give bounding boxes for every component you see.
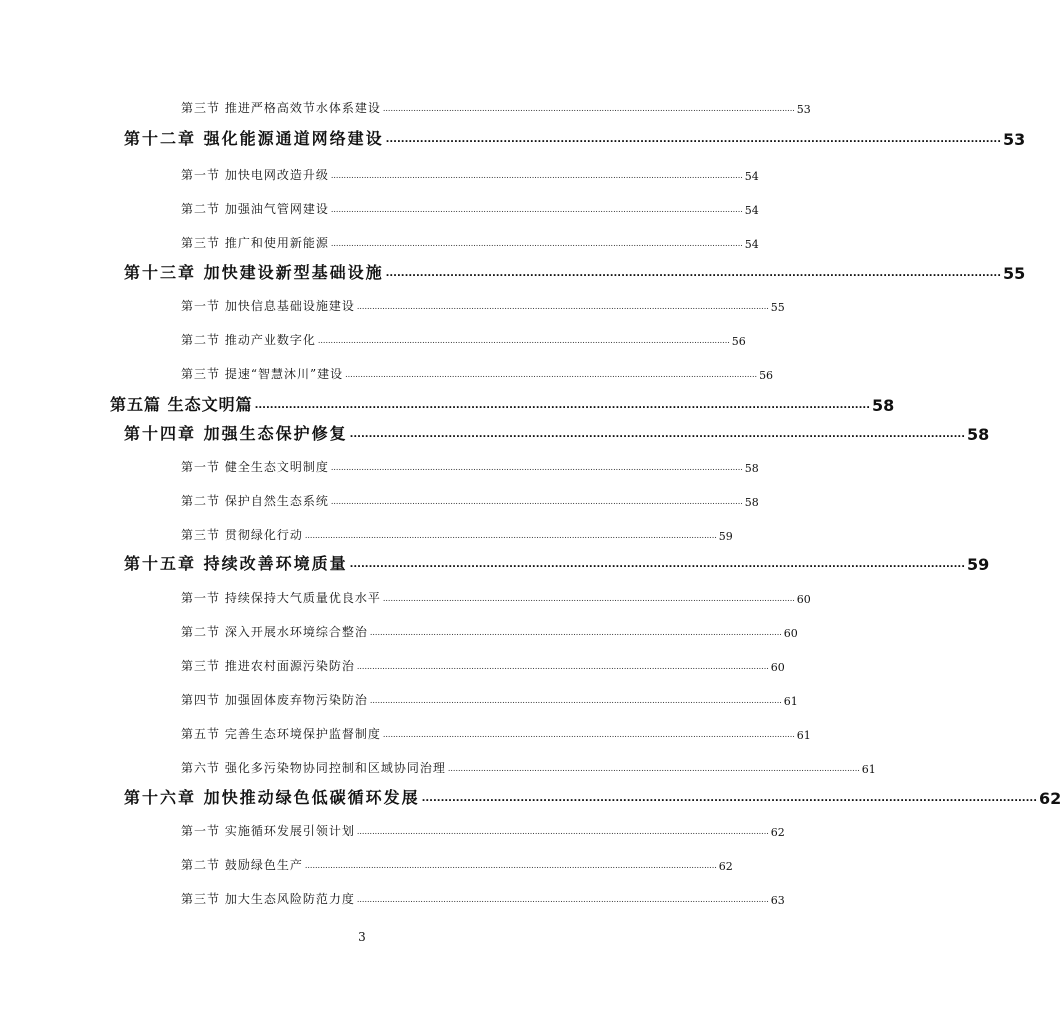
toc-section-entry[interactable] xyxy=(181,330,746,348)
toc-entry-title: 第一节 加快电网改造升级 xyxy=(181,168,329,182)
toc-entry-title: 第二节 保护自然生态系统 xyxy=(181,494,329,508)
toc-section-entry[interactable] xyxy=(181,821,785,839)
toc-entry-page: 58 xyxy=(744,462,759,475)
toc-section-entry[interactable] xyxy=(181,758,876,776)
toc-section-entry[interactable] xyxy=(181,889,785,907)
dot-leader: .................................................................................................................................................................. xyxy=(447,764,860,773)
dot-leader: .................................................................................................................................................................. xyxy=(382,104,795,113)
toc-entry-page: 59 xyxy=(967,555,990,574)
toc-section-entry[interactable] xyxy=(181,233,759,251)
toc-chapter-entry[interactable] xyxy=(124,261,1026,283)
toc-entry-title: 第五节 完善生态环境保护监督制度 xyxy=(181,727,381,741)
dot-leader: .................................................................................................................................................................. xyxy=(382,594,795,603)
toc-entry-page: 56 xyxy=(731,335,746,348)
toc-section-entry[interactable] xyxy=(181,199,759,217)
dot-leader: .................................................................................................................................................................. xyxy=(356,662,769,671)
toc-section-entry[interactable] xyxy=(181,690,798,708)
toc-section-entry[interactable] xyxy=(181,525,733,543)
dot-leader: .................................................................................................................................................................. xyxy=(304,861,717,870)
toc-entry-page: 60 xyxy=(783,627,798,640)
toc-entry-page: 58 xyxy=(872,396,895,415)
toc-entry-title: 第二节 推动产业数字化 xyxy=(181,333,316,347)
toc-entry-page: 59 xyxy=(718,530,733,543)
toc-section-entry[interactable] xyxy=(181,622,798,640)
toc-entry-title: 第一节 持续保持大气质量优良水平 xyxy=(181,591,381,605)
toc-section-entry[interactable] xyxy=(181,724,811,742)
toc-entry-page: 62 xyxy=(1039,789,1061,808)
toc-entry-title: 第六节 强化多污染物协同控制和区域协同治理 xyxy=(181,761,446,775)
toc-entry-page: 53 xyxy=(796,103,811,116)
toc-chapter-entry[interactable] xyxy=(124,552,990,574)
dot-leader: .................................................................................................................................................................. xyxy=(369,628,782,637)
toc-entry-page: 54 xyxy=(744,238,759,251)
toc-entry-page: 55 xyxy=(770,301,785,314)
toc-part-entry[interactable] xyxy=(110,393,895,415)
dot-leader: .................................................................................................................................................................. xyxy=(317,336,730,345)
dot-leader: .................................................................................................................................................................. xyxy=(330,497,743,506)
toc-entry-page: 58 xyxy=(744,496,759,509)
toc-entry-title: 第四节 加强固体废弃物污染防治 xyxy=(181,693,368,707)
toc-entry-page: 63 xyxy=(770,894,785,907)
toc-entry-title: 第三节 推广和使用新能源 xyxy=(181,236,329,250)
dot-leader: .................................................................................................................................................................. xyxy=(385,268,1001,279)
toc-section-entry[interactable] xyxy=(181,364,774,382)
dot-leader: .................................................................................................................................................................. xyxy=(421,793,1037,804)
dot-leader: .................................................................................................................................................................. xyxy=(369,696,782,705)
toc-entry-page: 62 xyxy=(718,860,733,873)
toc-entry-title: 第二节 加强油气管网建设 xyxy=(181,202,329,216)
toc-entry-page: 58 xyxy=(967,425,990,444)
toc-entry-page: 54 xyxy=(744,204,759,217)
toc-section-entry[interactable] xyxy=(181,855,733,873)
toc-chapter-entry[interactable] xyxy=(124,786,1061,808)
toc-chapter-entry[interactable] xyxy=(124,422,990,444)
toc-entry-title: 第五篇 生态文明篇 xyxy=(110,395,253,414)
dot-leader: .................................................................................................................................................................. xyxy=(330,463,743,472)
toc-entry-page: 60 xyxy=(770,661,785,674)
toc-section-entry[interactable] xyxy=(181,656,785,674)
toc-entry-title: 第十三章 加快建设新型基础设施 xyxy=(124,263,384,282)
toc-entry-title: 第十六章 加快推动绿色低碳循环发展 xyxy=(124,788,420,807)
toc-entry-title: 第二节 深入开展水环境综合整治 xyxy=(181,625,368,639)
toc-entry-title: 第二节 鼓励绿色生产 xyxy=(181,858,303,872)
dot-leader: .................................................................................................................................................................. xyxy=(349,429,965,440)
page-number: 3 xyxy=(358,930,366,944)
toc-section-entry[interactable] xyxy=(181,296,785,314)
toc-section-entry[interactable] xyxy=(181,98,811,116)
dot-leader: .................................................................................................................................................................. xyxy=(356,827,769,836)
toc-entry-page: 54 xyxy=(744,170,759,183)
toc-entry-title: 第十四章 加强生态保护修复 xyxy=(124,424,348,443)
toc-entry-title: 第三节 提速“智慧沐川”建设 xyxy=(181,367,344,381)
dot-leader: .................................................................................................................................................................. xyxy=(382,730,795,739)
toc-section-entry[interactable] xyxy=(181,165,759,183)
dot-leader: .................................................................................................................................................................. xyxy=(356,302,769,311)
toc-entry-title: 第一节 实施循环发展引领计划 xyxy=(181,824,355,838)
toc-entry-title: 第十五章 持续改善环境质量 xyxy=(124,554,348,573)
dot-leader: .................................................................................................................................................................. xyxy=(304,531,717,540)
toc-entry-title: 第十二章 强化能源通道网络建设 xyxy=(124,129,384,148)
toc-entry-page: 55 xyxy=(1003,264,1026,283)
toc-entry-page: 61 xyxy=(796,729,811,742)
toc-entry-page: 62 xyxy=(770,826,785,839)
toc-entry-title: 第三节 推进严格高效节水体系建设 xyxy=(181,101,381,115)
toc-entry-page: 61 xyxy=(783,695,798,708)
dot-leader: .................................................................................................................................................................. xyxy=(356,895,769,904)
toc-entry-page: 53 xyxy=(1003,130,1026,149)
toc-entry-title: 第一节 加快信息基础设施建设 xyxy=(181,299,355,313)
dot-leader: .................................................................................................................................................................. xyxy=(349,559,965,570)
toc-section-entry[interactable] xyxy=(181,457,759,475)
toc-section-entry[interactable] xyxy=(181,491,759,509)
toc-section-entry[interactable] xyxy=(181,588,811,606)
toc-entry-title: 第三节 加大生态风险防范力度 xyxy=(181,892,355,906)
toc-entry-title: 第三节 推进农村面源污染防治 xyxy=(181,659,355,673)
dot-leader: .................................................................................................................................................................. xyxy=(345,370,758,379)
dot-leader: .................................................................................................................................................................. xyxy=(330,239,743,248)
dot-leader: .................................................................................................................................................................. xyxy=(254,400,870,411)
toc-entry-page: 61 xyxy=(861,763,876,776)
toc-entry-page: 56 xyxy=(759,369,774,382)
dot-leader: .................................................................................................................................................................. xyxy=(385,134,1001,145)
toc-entry-page: 60 xyxy=(796,593,811,606)
toc-entry-title: 第一节 健全生态文明制度 xyxy=(181,460,329,474)
dot-leader: .................................................................................................................................................................. xyxy=(330,171,743,180)
toc-chapter-entry[interactable] xyxy=(124,127,1026,149)
toc-entry-title: 第三节 贯彻绿化行动 xyxy=(181,528,303,542)
dot-leader: .................................................................................................................................................................. xyxy=(330,205,743,214)
